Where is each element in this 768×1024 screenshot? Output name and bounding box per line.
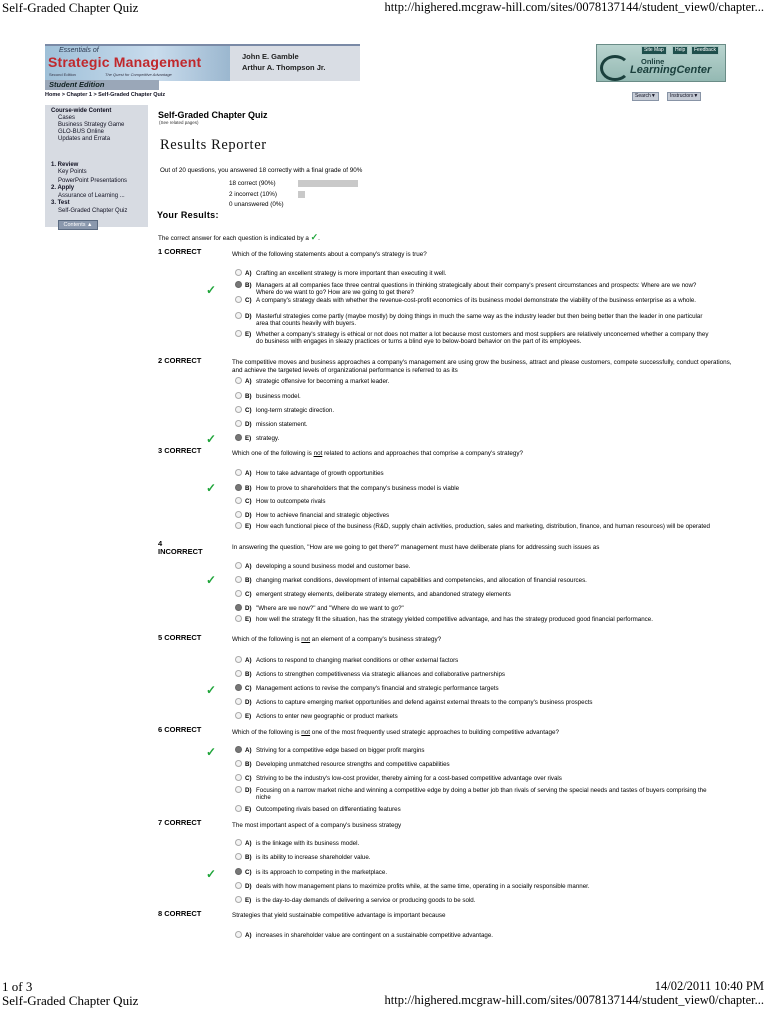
- sidebar-item-cases[interactable]: Cases: [58, 115, 76, 121]
- student-edition-label: Student Edition: [45, 80, 159, 90]
- instructors-dropdown[interactable]: Instructors▼: [667, 92, 701, 101]
- radio-button[interactable]: [235, 562, 242, 569]
- radio-button[interactable]: [235, 786, 242, 793]
- radio-button[interactable]: [235, 296, 242, 303]
- stat-incorrect-bar: [298, 191, 305, 198]
- question-6-text: Which of the following is not one of the most frequently used strategic approaches to building competitive advantage?: [232, 729, 559, 736]
- question-4-answer-b[interactable]: B) changing market conditions, development of internal capabilities and competencies, and allocation of financial resources.: [235, 577, 715, 585]
- question-3-answer-b[interactable]: B) How to prove to shareholders that the company's business model is viable: [235, 485, 715, 493]
- sidebar-item-business-strategy-game[interactable]: Business Strategy Game: [58, 122, 125, 128]
- sidebar-review-heading[interactable]: 1. Review: [51, 162, 79, 168]
- help-button[interactable]: Help: [672, 46, 688, 55]
- question-8-answer-a[interactable]: A) increases in shareholder value are contingent on a sustainable competitive advantage.: [235, 932, 715, 940]
- question-2-answer-d[interactable]: D) mission statement.: [235, 421, 715, 429]
- question-1-answer-c[interactable]: C) A company's strategy deals with whether the revenue-cost-profit economics of its business model demonstrate the viability of the business enterprise as a whole.: [235, 297, 715, 305]
- question-4-status: 4 INCORRECT: [158, 539, 203, 556]
- site-map-button[interactable]: Site Map: [641, 46, 667, 55]
- question-2-answer-e[interactable]: E) strategy.: [235, 435, 715, 443]
- stat-incorrect-label: 2 incorrect (10%): [229, 191, 277, 198]
- radio-button[interactable]: [235, 312, 242, 319]
- stat-correct-label: 18 correct (90%): [229, 180, 276, 187]
- radio-button-selected[interactable]: [235, 281, 242, 288]
- textbook-banner[interactable]: [45, 44, 360, 81]
- score-summary: Out of 20 questions, you answered 18 correctly with a final grade of 90%: [160, 167, 363, 174]
- sidebar-item-powerpoint[interactable]: PowerPoint Presentations: [58, 178, 128, 184]
- radio-button[interactable]: [235, 805, 242, 812]
- correct-check-icon: ✓: [206, 573, 217, 587]
- question-7-text: The most important aspect of a company's business strategy: [232, 822, 402, 829]
- question-5-answer-c[interactable]: C) Management actions to revise the company's financial and strategic performance targets: [235, 685, 715, 693]
- radio-button-selected[interactable]: [235, 868, 242, 875]
- breadcrumb[interactable]: Home > Chapter 1 > Self-Graded Chapter Quiz: [45, 92, 166, 98]
- question-6-answer-d[interactable]: D) Focusing on a narrow market niche and winning a competitive edge by doing a better job than rivals of serving the special needs and tastes of buyers comprising the niche: [235, 787, 715, 802]
- sidebar-item-key-points[interactable]: Key Points: [58, 169, 87, 175]
- banner-tagline: The Quest for Competitive Advantage: [105, 72, 172, 77]
- radio-button[interactable]: [235, 853, 242, 860]
- sidebar-item-self-graded-quiz[interactable]: Self-Graded Chapter Quiz: [58, 208, 128, 214]
- radio-button[interactable]: [235, 774, 242, 781]
- banner-edition: Second Edition: [49, 72, 76, 77]
- question-5-text: Which of the following is not an element of a company's business strategy?: [232, 636, 442, 643]
- radio-button[interactable]: [235, 712, 242, 719]
- correct-check-icon: ✓: [206, 683, 217, 697]
- correct-answer-note: The correct answer for each question is indicated by a ✓.: [158, 232, 320, 242]
- sidebar-item-updates-errata[interactable]: Updates and Errata: [58, 136, 111, 142]
- sidebar-test-heading[interactable]: 3. Test: [51, 200, 70, 206]
- question-2-answer-a[interactable]: A) strategic offensive for becoming a market leader.: [235, 378, 715, 386]
- question-3-answer-c[interactable]: C) How to outcompete rivals: [235, 498, 715, 506]
- your-results-heading: Your Results:: [157, 210, 219, 220]
- print-footer-title: Self-Graded Chapter Quiz: [2, 993, 139, 1008]
- question-4-answer-c[interactable]: C) emergent strategy elements, deliberate strategy elements, and abandoned strategy elements: [235, 591, 715, 599]
- radio-button[interactable]: [235, 330, 242, 337]
- question-5-answer-b[interactable]: B) Actions to strengthen competitiveness via strategic alliances and collaborative partnerships: [235, 671, 715, 679]
- sidebar: [45, 105, 148, 227]
- banner-essentials: Essentials of: [59, 47, 99, 54]
- radio-button[interactable]: [235, 522, 242, 529]
- radio-button[interactable]: [235, 615, 242, 622]
- sidebar-course-wide-heading: Course-wide Content: [51, 108, 112, 114]
- radio-button[interactable]: [235, 760, 242, 767]
- question-1-answer-d[interactable]: D) Masterful strategies come partly (maybe mostly) by doing things in much the same way as the industry leader but then being better than the leader in one particular area that counts heavily with buyers.: [235, 313, 715, 328]
- question-5-answer-a[interactable]: A) Actions to respond to changing market conditions or other external factors: [235, 657, 715, 665]
- question-4-answer-e[interactable]: E) how well the strategy fit the situation, has the strategy yielded competitive advantage, and has the strategy produced good financial performance.: [235, 616, 715, 624]
- question-5-status: 5 CORRECT: [158, 633, 202, 642]
- radio-button[interactable]: [235, 590, 242, 597]
- radio-button[interactable]: [235, 656, 242, 663]
- olc-learning-center-text: LearningCenter: [630, 64, 712, 76]
- question-6-answer-b[interactable]: B) Developing unmatched resource strengths and competitive capabilities: [235, 761, 715, 769]
- radio-button[interactable]: [235, 576, 242, 583]
- correct-check-icon: ✓: [206, 283, 217, 297]
- question-7-answer-a[interactable]: A) is the linkage with its business model.: [235, 840, 715, 848]
- question-2-answer-b[interactable]: B) business model.: [235, 393, 715, 401]
- correct-check-icon: ✓: [206, 432, 217, 446]
- question-7-answer-c[interactable]: C) is its approach to competing in the marketplace.: [235, 869, 715, 877]
- question-6-answer-e[interactable]: E) Outcompeting rivals based on differentiating features: [235, 806, 715, 814]
- question-7-answer-d[interactable]: D) deals with how management plans to maximize profits while, at the same time, operating in a socially responsible manner.: [235, 883, 715, 891]
- correct-check-icon: ✓: [206, 745, 217, 759]
- question-1-answer-a[interactable]: A) Crafting an excellent strategy is more important than executing it well.: [235, 270, 715, 278]
- author-2: Arthur A. Thompson Jr.: [242, 63, 326, 72]
- question-7-answer-e[interactable]: E) is the day-to-day demands of delivering a service or producing goods to be sold.: [235, 897, 715, 905]
- question-5-answer-e[interactable]: E) Actions to enter new geographic or product markets: [235, 713, 715, 721]
- question-7-answer-b[interactable]: B) is its ability to increase shareholder value.: [235, 854, 715, 862]
- question-3-answer-e[interactable]: E) How each functional piece of the business (R&D, supply chain activities, production, sales and marketing, distribution, finance, and human resources) will be operated: [235, 523, 715, 531]
- radio-button-selected[interactable]: [235, 604, 242, 611]
- sidebar-apply-heading[interactable]: 2. Apply: [51, 185, 75, 191]
- question-3-answer-a[interactable]: A) How to take advantage of growth opportunities: [235, 470, 715, 478]
- author-1: John E. Gamble: [242, 52, 299, 61]
- print-page-count: 1 of 3: [2, 979, 33, 994]
- olc-swirl-icon: [600, 55, 630, 81]
- results-reporter-heading: Results Reporter: [160, 137, 267, 153]
- print-datetime: 14/02/2011 10:40 PM: [654, 979, 764, 993]
- textbook-logo: [45, 46, 230, 81]
- radio-button[interactable]: [235, 511, 242, 518]
- question-1-status: 1 CORRECT: [158, 247, 202, 256]
- radio-button[interactable]: [235, 469, 242, 476]
- radio-button[interactable]: [235, 406, 242, 413]
- radio-button[interactable]: [235, 698, 242, 705]
- sidebar-item-glo-bus[interactable]: GLO-BUS Online: [58, 129, 105, 135]
- sidebar-item-assurance[interactable]: Assurance of Learning ...: [58, 193, 125, 199]
- radio-button-selected[interactable]: [235, 434, 242, 441]
- radio-button[interactable]: [235, 269, 242, 276]
- search-dropdown[interactable]: Search▼: [632, 92, 659, 101]
- correct-answer-note-text: The correct answer for each question is indicated by a: [158, 235, 309, 242]
- stat-correct-bar: [298, 180, 358, 187]
- question-1-text: Which of the following statements about a company's strategy is true?: [232, 251, 427, 258]
- radio-button[interactable]: [235, 839, 242, 846]
- question-4-answer-a[interactable]: A) developing a sound business model and customer base.: [235, 563, 715, 571]
- radio-button[interactable]: [235, 670, 242, 677]
- banner-title: Strategic Management: [48, 54, 202, 70]
- feedback-button[interactable]: Feedback: [691, 46, 719, 55]
- question-2-text: The competitive moves and business approaches a company's management are using grow the business, attract and please customers, compete successfully, conduct operations, and achieve the targeted levels of organizational performance is referred to as its: [232, 359, 732, 374]
- question-6-status: 6 CORRECT: [158, 725, 202, 734]
- radio-button-selected[interactable]: [235, 484, 242, 491]
- page-title: Self-Graded Chapter Quiz: [158, 110, 268, 120]
- correct-check-icon: ✓: [206, 867, 217, 881]
- question-2-answer-c[interactable]: C) long-term strategic direction.: [235, 407, 715, 415]
- see-related-pages-link[interactable]: (See related pages): [159, 120, 199, 125]
- radio-button[interactable]: [235, 931, 242, 938]
- radio-button[interactable]: [235, 377, 242, 384]
- question-4-text: In answering the question, "How are we going to get there?" management must have deliberate plans for addressing such issues as: [232, 544, 600, 551]
- radio-button[interactable]: [235, 392, 242, 399]
- question-1-answer-b[interactable]: B) Managers at all companies face three central questions in thinking strategically about their company's present circumstances and prospects: Where are we now? Where do we want to go? How are we going to get there?: [235, 282, 715, 297]
- radio-button-selected[interactable]: [235, 746, 242, 753]
- radio-button-selected[interactable]: [235, 684, 242, 691]
- question-6-answer-a[interactable]: A) Striving for a competitive edge based on bigger profit margins: [235, 747, 715, 755]
- radio-button[interactable]: [235, 882, 242, 889]
- correct-check-icon: ✓: [206, 481, 217, 495]
- print-footer-url: http://highered.mcgraw-hill.com/sites/0078137144/student_view0/chapter...: [384, 993, 764, 1007]
- question-3-text: Which one of the following is not related to actions and approaches that comprise a company's strategy?: [232, 450, 524, 457]
- stat-unanswered-label: 0 unanswered (0%): [229, 201, 284, 208]
- olc-online-text: Online: [641, 57, 665, 66]
- print-header-url: http://highered.mcgraw-hill.com/sites/0078137144/student_view0/chapter...: [384, 0, 764, 14]
- question-7-status: 7 CORRECT: [158, 818, 202, 827]
- banner-authors: [242, 51, 325, 73]
- question-6-answer-c[interactable]: C) Striving to be the industry's low-cost provider, thereby aiming for a cost-based competitive advantage over rivals: [235, 775, 715, 783]
- online-learning-center-logo: [596, 44, 726, 82]
- question-8-status: 8 CORRECT: [158, 909, 202, 918]
- question-5-answer-d[interactable]: D) Actions to capture emerging market opportunities and defend against external threats to the company's business prospects: [235, 699, 715, 707]
- question-2-status: 2 CORRECT: [158, 356, 202, 365]
- question-3-answer-d[interactable]: D) How to achieve financial and strategic objectives: [235, 512, 715, 520]
- radio-button[interactable]: [235, 497, 242, 504]
- question-4-answer-d[interactable]: D) "Where are we now?" and "Where do we want to go?": [235, 605, 715, 613]
- print-header-title: Self-Graded Chapter Quiz: [2, 0, 139, 15]
- question-3-status: 3 CORRECT: [158, 446, 202, 455]
- radio-button[interactable]: [235, 420, 242, 427]
- question-8-text: Strategies that yield sustainable competitive advantage is important because: [232, 912, 446, 919]
- question-1-answer-e[interactable]: E) Whether a company's strategy is ethical or not does not matter a lot because most customers and most suppliers are relatively unconcerned whether a company they do business with engages in sleazy practices or turns a blind eye to below-board behavior on the part of its employees.: [235, 331, 715, 346]
- contents-button[interactable]: Contents ▲: [58, 220, 98, 230]
- check-icon: ✓: [310, 232, 319, 242]
- radio-button[interactable]: [235, 896, 242, 903]
